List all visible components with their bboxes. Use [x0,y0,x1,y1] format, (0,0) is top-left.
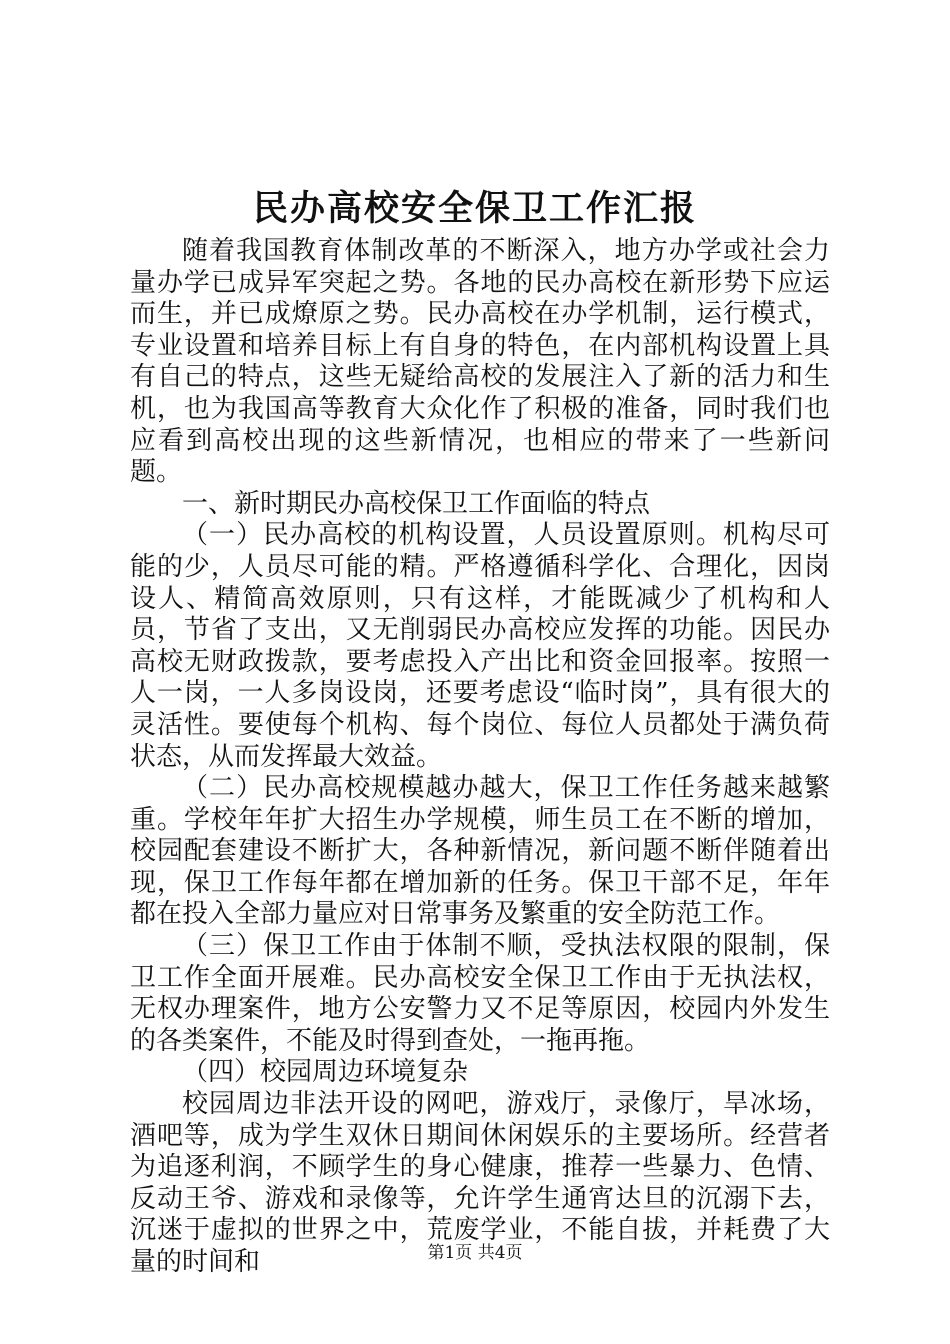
paragraph-point-2: （二）民办高校规模越办越大，保卫工作任务越来越繁重。学校年年扩大招生办学规模，师生员工在不断的增加，校园配套建设不断扩大，各种新情况，新问题不断伴随着出现，保卫工作每年都在增加新的任务。保卫干部不足，年年都在投入全部力量应对日常事务及繁重的安全防范工作。 [130,773,830,930]
paragraph-point-4-body: 校园周边非法开设的网吧，游戏厅，录像厅，旱冰场，酒吧等，成为学生双休日期间休闲娱乐的主要场所。经营者为追逐利润，不顾学生的身心健康，推荐一些暴力、色情、反动王爷、游戏和录像等，允许学生通宵达旦的沉溺下去，沉迷于虚拟的世界之中，荒废学业，不能自拔，并耗费了大量的时间和 [130,1089,830,1277]
document-body [130,236,830,1279]
section-heading-1: 一、新时期民办高校保卫工作面临的特点 [182,488,651,519]
paragraph-intro: 随着我国教育体制改革的不断深入，地方办学或社会力量办学已成异军突起之势。各地的民办高校在新形势下应运而生，并已成燎原之势。民办高校在办学机制，运行模式，专业设置和培养目标上有自身的特色，在内部机构设置上具有自己的特点，这些无疑给高校的发展注入了新的活力和生机，也为我国高等教育大众化作了积极的准备，同时我们也应看到高校出现的这些新情况，也相应的带来了一些新问题。 [130,236,830,488]
document-title: 民办高校安全保卫工作汇报 [252,188,697,229]
subheading-point-4: （四）校园周边环境复杂 [182,1057,469,1088]
page-footer: 第1页 共4页 [427,1243,523,1263]
paragraph-point-1: （一）民办高校的机构设置，人员设置原则。机构尽可能的少，人员尽可能的精。严格遵循科学化、合理化，因岗设人、精简高效原则，只有这样，才能既减少了机构和人员，节省了支出，又无削弱民办高校应发挥的功能。因民办高校无财政拨款，要考虑投入产出比和资金回报率。按照一人一岗，一人多岗设岗，还要考虑设“临时岗”，具有很大的灵活性。要使每个机构、每个岗位、每位人员都处于满负荷状态，从而发挥最大效益。 [130,520,830,772]
paragraph-point-3: （三）保卫工作由于体制不顺，受执法权限的限制，保卫工作全面开展难。民办高校安全保卫工作由于无执法权，无权办理案件，地方公安警力又不足等原因，校园内外发生的各类案件，不能及时得到查处，一拖再拖。 [130,931,830,1056]
